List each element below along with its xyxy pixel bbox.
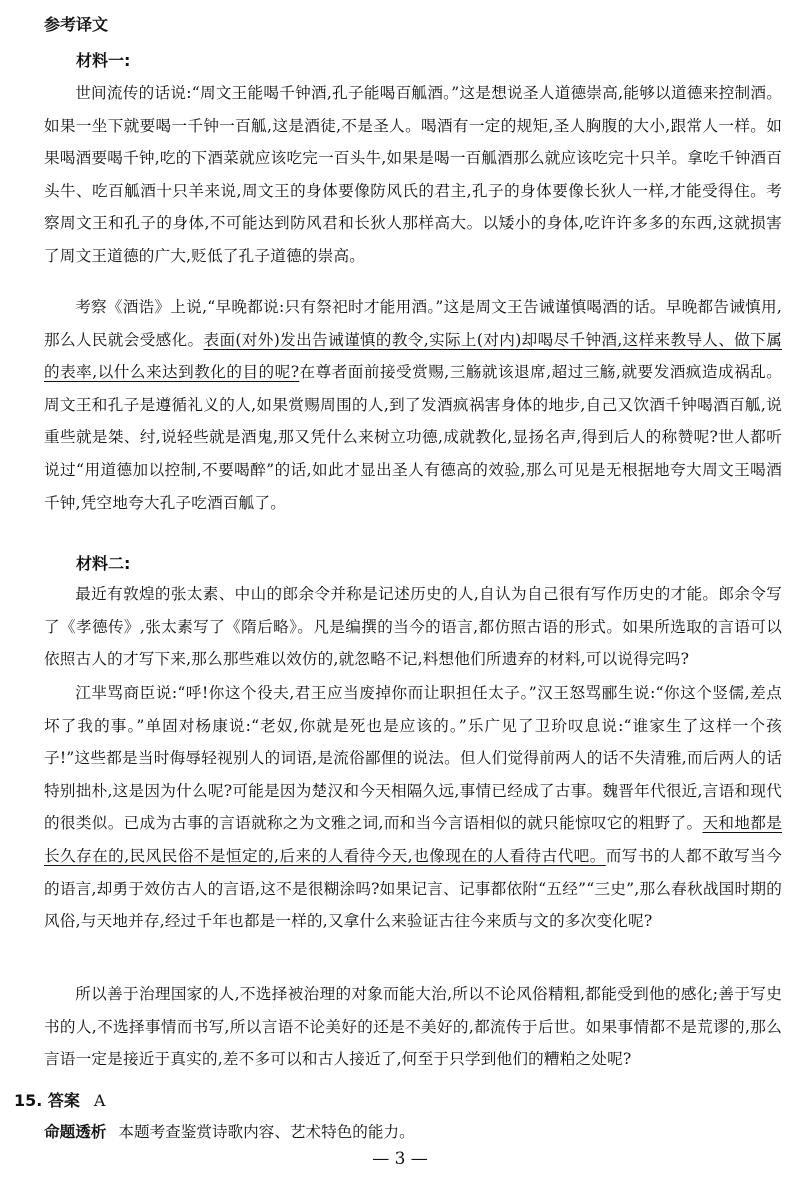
section1-paragraph-1: 世间流传的话说:“周文王能喝千钟酒,孔子能喝百觚酒。”这是想说圣人道德崇高,能够以道德来控制酒。如果一坐下就要喝一千钟一百觚,这是酒徒,不是圣人。喝酒有一定的规矩,圣人胸腹的大小,跟常人一样。如果喝酒要喝千钟,吃的下酒菜就应该吃完一百头牛,如果是喝一百觚酒那么就应该吃完十只羊。拿吃千钟酒百头牛、吃百觚酒十只羊来说,周文王的身体要像防风氏的君主,孔子的身体要像长狄人一样,才能受得住。考察周文王和孔子的身体,不可能达到防风君和长狄人那样高大。以矮小的身体,吃许许多多的东西,这就损害了周文王道德的广大,贬低了孔子道德的崇高。 [44,84,782,265]
section2-paragraph-1: 最近有敦煌的张太素、中山的郎余令并称是记述历史的人,自认为自己很有写作历史的才能。郎余令写了《孝德传》,张太素写了《隋后略》。凡是编撰的当今的语言,都仿照古语的形式。如果所选取的言语可以依照古人的才写下来,那么那些难以效仿的,就忽略不记,料想他们所遗弃的材料,可以说得完吗? [44,585,782,669]
section1-p2-text-b: 在尊者面前接受赏赐,三觞就该退席,超过三觞,就要发酒疯造成祸乱。周文王和孔子是遵循礼义的人,如果赏赐周围的人,到了发酒疯祸害身体的地步,自己又饮酒千钟喝酒百觚,说重些就是桀、纣,说轻些就是酒鬼,那又凭什么来树立功德,成就教化,显扬名声,得到后人的称赞呢?世人都听说过“用道德加以控制,不要喝醉”的话,如此才显出圣人有德高的效验,那么可见是无根据地夸大周文王喝酒千钟,凭空地夸大孔子吃酒百觚了。 [44,363,782,512]
analysis-text: 本题考查鉴赏诗歌内容、艺术特色的能力。 [118,1123,415,1141]
answer-label: 15. 答案 [14,1091,80,1110]
section1-p2-text-a: 考察《酒诰》上说,“早晚都说:只有祭祀时才能用酒。”这是周文王告诫谨慎喝酒的话。早晚都告诫慎用,那么人民就会受感化。 [44,298,782,349]
section2-paragraph-3: 所以善于治理国家的人,不选择被治理的对象而能大治,所以不论风俗精粗,都能受到他的感化;善于写史书的人,不选择事情而书写,所以言语不论美好的还是不美好的,都流传于后世。如果事情都不是荒谬的,那么言语一定是接近于真实的,差不多可以和古人接近了,何至于只学到他们的糟粕之处呢? [44,985,782,1069]
section1-p2-underlined: 表面(对外)发出告诫谨慎的教令,实际上(对内)却喝尽千钟酒,这样来教导人、做下属的表率,以什么来达到教化的目的呢? [44,330,782,382]
page-number: — 3 — [372,1149,428,1169]
answer-value: A [93,1091,106,1110]
section2-label: 材料二: [76,554,131,573]
section2-p2-text-b: 而写书的人都不敢写当今的语言,却勇于效仿古人的言语,这不是很糊涂吗?如果记言、记事都依附“五经”“三史”,那么春秋战国时期的风俗,与天地并存,经过千年也都是一样的,又拿什么来验证古往今来质与文的多次变化呢? [44,846,782,931]
section2-p2-text-a: 江芈骂商臣说:“呼!你这个役夫,君王应当废掉你而让职担任太子。”汉王怒骂郦生说:“你这个竖儒,差点坏了我的事。”单固对杨康说:“老奴,你就是死也是应该的。”乐广见了卫玠叹息说:“谁家生了这样一个孩子!”这些都是当时侮辱轻视别人的词语,是流俗鄙俚的说法。但人们觉得前两人的话不失清雅,而后两人的话特别拙朴,这是因为什么呢?可能是因为楚汉和今天相隔久远,事情已经成了古事。魏晋年代很近,言语和现代的很类似。已成为古事的言语就称之为文雅之词,而和当今言语相似的就只能惊叹它的粗野了。 [44,684,782,833]
analysis-line [44,1120,415,1142]
section2-p2-underlined: 天和地都是长久存在的,民风民俗不是恒定的,后来的人看待今天,也像现在的人看待古代吧。 [44,814,782,865]
page-title: 参考译文 [44,15,109,34]
section2-paragraph-2 [44,677,782,938]
section1-paragraph-2 [44,291,782,519]
answer-line [14,1088,105,1111]
analysis-label: 命题透析 [44,1123,107,1141]
section1-label: 材料一: [76,51,131,70]
